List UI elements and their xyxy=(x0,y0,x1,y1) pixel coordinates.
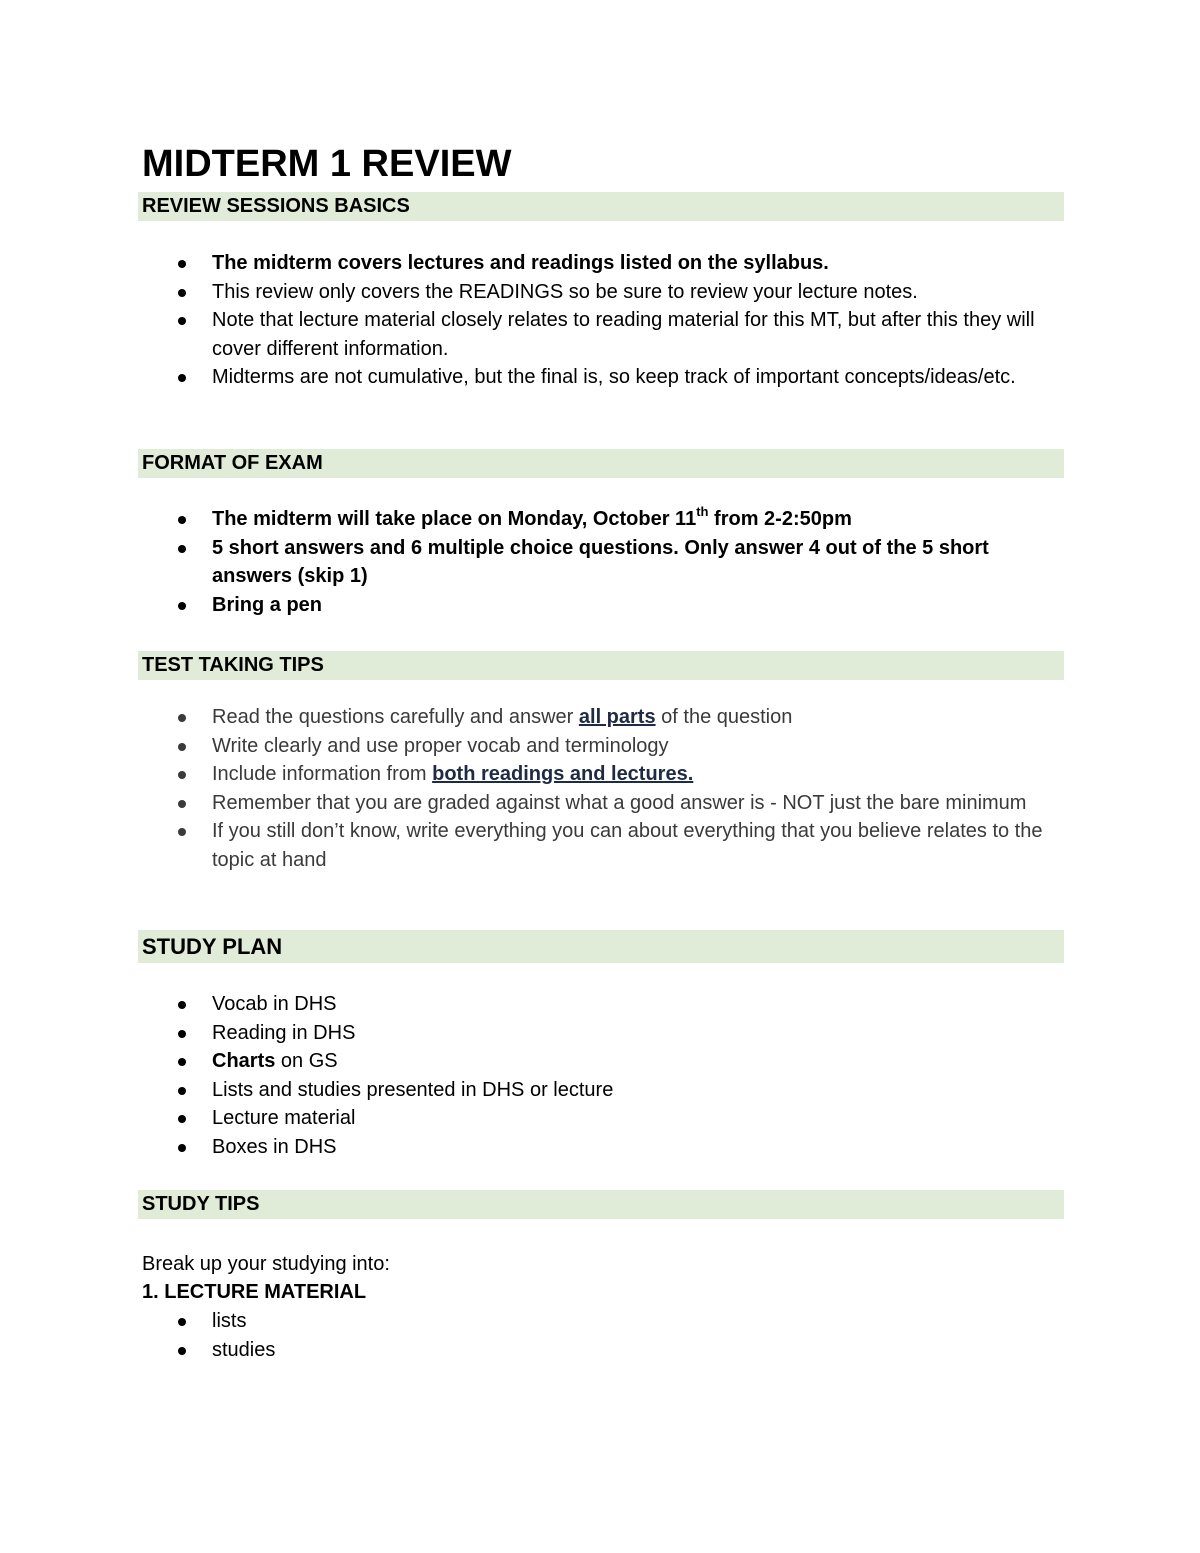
section-heading-study-tips: STUDY TIPS xyxy=(138,1190,1064,1219)
list-item xyxy=(138,760,1064,789)
format-list xyxy=(138,505,1064,619)
list-item: Write clearly and use proper vocab and terminology xyxy=(138,732,1064,761)
emphasis-both-readings: both readings and lectures. xyxy=(432,763,694,786)
list-item: 5 short answers and 6 multiple choice questions. Only answer 4 out of the 5 short answers (skip 1) xyxy=(138,534,1064,591)
list-item: Lecture material xyxy=(138,1104,1064,1133)
list-item: lists xyxy=(138,1307,1064,1336)
list-item: Vocab in DHS xyxy=(138,990,1064,1019)
list-item xyxy=(138,1047,1064,1076)
exam-date-text: The midterm will take place on Monday, October 11 xyxy=(212,508,697,530)
document-title: MIDTERM 1 REVIEW xyxy=(142,143,512,185)
section-heading-format: FORMAT OF EXAM xyxy=(138,449,1064,478)
exam-time-text: from 2-2:50pm xyxy=(708,508,852,530)
list-item xyxy=(138,703,1064,732)
tip-text: Read the questions carefully and answer xyxy=(212,706,579,728)
lecture-material-subheading: 1. LECTURE MATERIAL xyxy=(142,1281,367,1303)
list-item xyxy=(138,505,1064,534)
list-item: The midterm covers lectures and readings listed on the syllabus. xyxy=(138,249,1064,278)
list-item: This review only covers the READINGS so be sure to review your lecture notes. xyxy=(138,278,1064,307)
section-heading-review-basics: REVIEW SESSIONS BASICS xyxy=(138,192,1064,221)
tip-text: of the question xyxy=(655,706,793,728)
list-item: Midterms are not cumulative, but the final is, so keep track of important concepts/ideas/etc. xyxy=(138,363,1064,392)
study-plan-list xyxy=(138,990,1064,1162)
section-heading-test-tips: TEST TAKING TIPS xyxy=(138,651,1064,680)
list-item: Reading in DHS xyxy=(138,1019,1064,1048)
section-heading-study-plan: STUDY PLAN xyxy=(138,930,1064,963)
ordinal-suffix: th xyxy=(696,504,709,519)
list-item: Note that lecture material closely relates to reading material for this MT, but after this they will cover different information. xyxy=(138,306,1064,363)
emphasis-all-parts: all parts xyxy=(578,706,656,728)
review-basics-list xyxy=(138,249,1064,392)
list-item: Lists and studies presented in DHS or lecture xyxy=(138,1076,1064,1105)
lecture-material-list xyxy=(138,1307,1064,1364)
charts-rest: on GS xyxy=(275,1050,338,1073)
list-item: Boxes in DHS xyxy=(138,1133,1064,1162)
list-item: Bring a pen xyxy=(138,591,1064,620)
charts-bold: Charts xyxy=(212,1050,276,1073)
tip-text: Include information from xyxy=(212,763,433,786)
list-item: If you still don’t know, write everything you can about everything that you believe relates to the topic at hand xyxy=(138,817,1064,874)
study-tips-intro: Break up your studying into: xyxy=(142,1253,390,1275)
list-item: Remember that you are graded against what a good answer is - NOT just the bare minimum xyxy=(138,789,1064,818)
list-item: studies xyxy=(138,1336,1064,1365)
test-tips-list xyxy=(138,703,1064,875)
